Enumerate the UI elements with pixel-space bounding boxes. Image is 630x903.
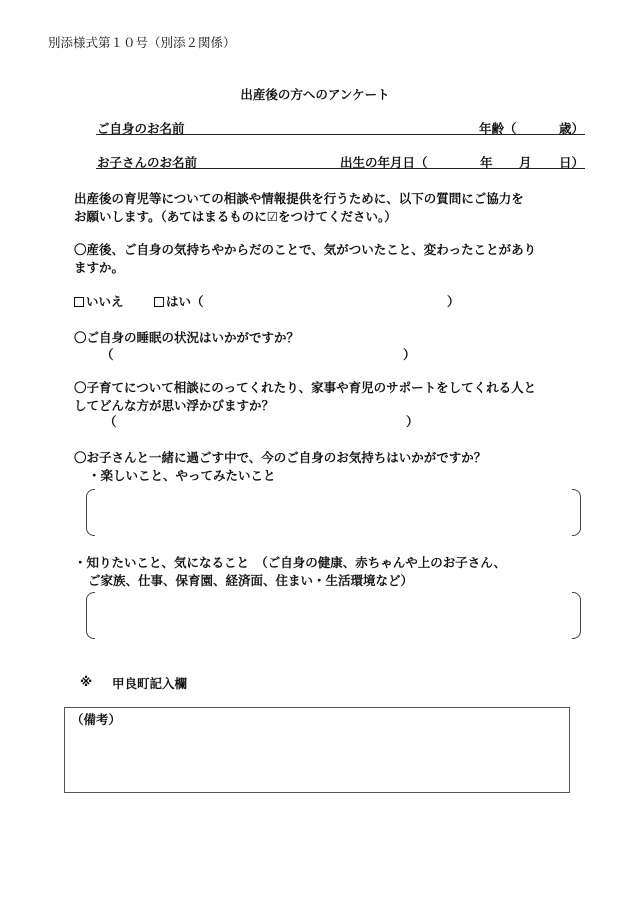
q4-sub-1-answer-left-bracket[interactable] xyxy=(86,489,95,536)
q2-text: 〇ご自身の睡眠の状況はいかがですか？ xyxy=(74,330,300,345)
checkbox-icon[interactable] xyxy=(154,297,164,307)
office-mark: ※ xyxy=(80,674,93,689)
birth-month-label: 月 xyxy=(519,155,532,170)
q1-option-no[interactable] xyxy=(74,292,124,310)
q1-line-2: ますか。 xyxy=(74,260,125,275)
q3-line-2: してどんな方が思い浮かびますか？ xyxy=(74,398,275,413)
age-unit: 歳） xyxy=(559,121,585,136)
q4-sub-2-line-1: ・知りたいこと、気になること （ご自身の健康、赤ちゃんや上のお子さん、 xyxy=(74,555,507,570)
child-name-label: お子さんのお名前 xyxy=(97,155,198,170)
birth-day-label: 日） xyxy=(559,155,585,170)
form-number: 別添様式第１０号（別添２関係） xyxy=(48,35,236,50)
q1-line-1: 〇産後、ご自身の気持ちやからだのことで、気がついたこと、変わったことがあり xyxy=(74,242,537,257)
intro-line-2: お願いします。（あてはまるものに☑をつけてください。） xyxy=(74,209,397,224)
birth-year-label: 年 xyxy=(480,155,493,170)
age-label: 年齢（ xyxy=(479,121,517,136)
q1-option-no-label: いいえ xyxy=(86,294,124,309)
q4-sub-2-answer-left-bracket[interactable] xyxy=(86,592,95,639)
q3-open-paren: （ xyxy=(104,414,117,429)
q4-sub-1: ・楽しいこと、やってみたいこと xyxy=(88,468,276,483)
name-label: ご自身のお名前 xyxy=(97,121,185,136)
q1-option-yes[interactable] xyxy=(154,292,204,310)
intro-line-1: 出産後の育児等についての相談や情報提供を行うために、以下の質問にご協力を xyxy=(74,191,524,206)
q2-open-paren: （ xyxy=(101,347,114,362)
remarks-label: （備考） xyxy=(71,712,122,727)
q4-sub-1-answer-right-bracket[interactable] xyxy=(572,489,581,536)
q4-sub-2-line-2: ご家族、仕事、保育園、経済面、住まい・生活環境など） xyxy=(88,573,414,588)
office-heading: 甲良町記入欄 xyxy=(112,676,188,691)
birth-date-label: 出生の年月日（ xyxy=(340,155,428,170)
q2-close-paren: ） xyxy=(403,347,416,362)
page-title: 出産後の方へのアンケート xyxy=(240,87,390,102)
q4-text: 〇お子さんと一緒に過ごす中で、今のご自身のお気持ちはいかがですか？ xyxy=(74,450,487,465)
q3-close-paren: ） xyxy=(406,414,419,429)
child-birth-underline[interactable] xyxy=(96,168,585,169)
name-age-underline[interactable] xyxy=(96,134,585,135)
q4-sub-2-answer-right-bracket[interactable] xyxy=(572,592,581,639)
q1-option-yes-label: はい（ xyxy=(166,294,204,309)
q1-close-paren: ） xyxy=(447,294,460,309)
remarks-box[interactable] xyxy=(64,707,570,793)
checkbox-icon[interactable] xyxy=(74,297,84,307)
q3-line-1: 〇子育てについて相談にのってくれたり、家事や育児のサポートをしてくれる人と xyxy=(74,380,537,395)
